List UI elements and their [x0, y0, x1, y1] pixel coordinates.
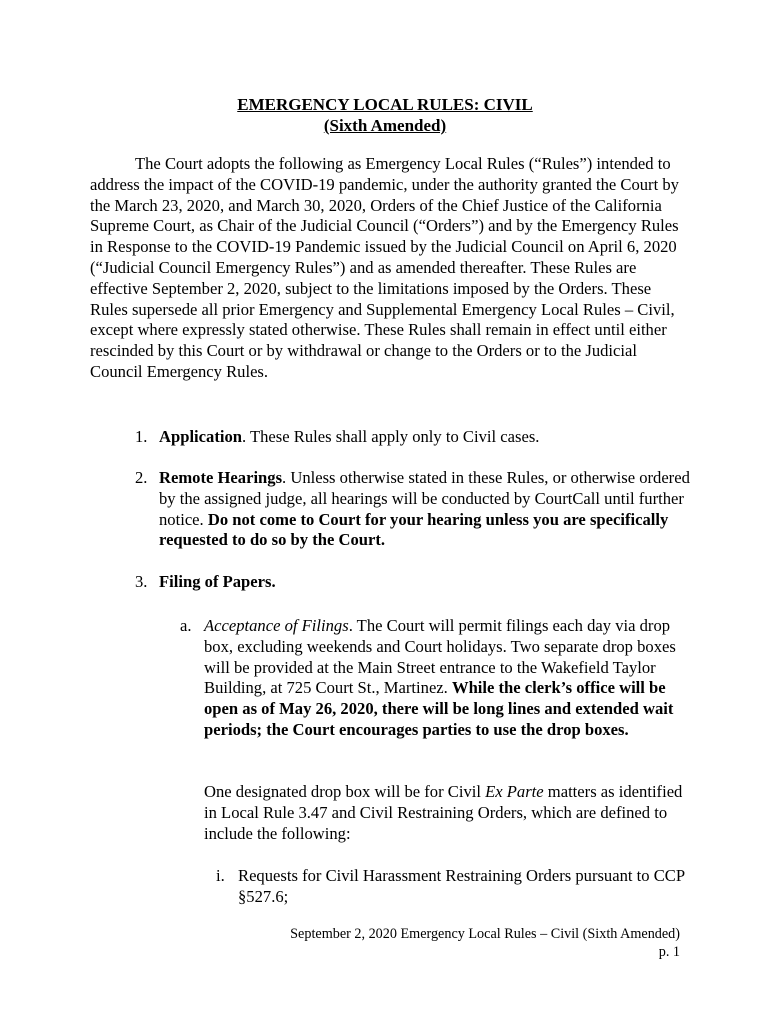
item-bold-text: Do not come to Court for your hearing unless you are specifically requested to do so by the Court. [159, 509, 669, 550]
item-body [159, 572, 695, 593]
document-title: EMERGENCY LOCAL RULES: CIVIL [237, 95, 533, 114]
item-number: 2. [135, 468, 148, 487]
footer-page-number: p. 1 [658, 944, 680, 960]
subitem-heading: Acceptance of Filings [204, 616, 349, 635]
subitem-body [204, 616, 690, 741]
subitem-acceptance-of-filings [180, 616, 690, 741]
para-text-after: matters as identified in Local Rule 3.47 and Civil Restraining Orders, which are defined to include the following: [204, 782, 683, 843]
intro-paragraph: The Court adopts the following as Emergency Local Rules (“Rules”) intended to address the impact of the COVID-19 pandemic, under the authority granted the Court by the March 23, 2020, and March 30, 2020, Orders of the Chief Justice of the California Supreme Court, as Chair of the Judicial Council (“Orders”) and by the Emergency Rules in Response to the COVID-19 Pandemic issued by the Judicial Council on April 6, 2020 (“Judicial Council Emergency Rules”) and as amended thereafter. These Rules are effective September 2, 2020, subject to the limitations imposed by the Orders. These Rules supersede all prior Emergency and Supplemental Emergency Local Rules – Civil, except where expressly stated otherwise. These Rules shall remain in effect until either rescinded by this Court or by withdrawal or change to the Orders or to the Judicial Council Emergency Rules. [90, 154, 679, 381]
item-heading: Remote Hearings [159, 468, 283, 487]
rule-item-remote-hearings [135, 468, 695, 551]
footer-caption: September 2, 2020 Emergency Local Rules – Civil (Sixth Amended) [290, 926, 680, 942]
subitem-bold-text: While the clerk’s office will be open as of May 26, 2020, there will be long lines and extended wait periods; the Court encourages parties to use the drop boxes. [204, 678, 674, 739]
subitem-text: . The Court will permit filings each day via drop box, excluding weekends and Court holidays. Two separate drop boxes will be provided at the Main Street entrance to the Wakefield Taylor Building, at 725 Court St., Martinez. [204, 616, 676, 698]
subitem-letter: a. [180, 616, 192, 635]
para-italic-ex-parte: Ex Parte [485, 782, 544, 801]
para-text-before: One designated drop box will be for Civil [204, 782, 486, 801]
subitem-roman-number: i. [216, 866, 225, 885]
item-text: . Unless otherwise stated in these Rules, or otherwise ordered by the assigned judge, all hearings will be conducted by CourtCall until further notice. [159, 468, 690, 529]
document-subtitle: (Sixth Amended) [323, 116, 447, 135]
item-heading: Filing of Papers. [159, 572, 276, 591]
item-number: 1. [135, 427, 148, 446]
item-body [159, 427, 695, 448]
item-heading: Application [159, 427, 242, 446]
item-number: 3. [135, 572, 148, 591]
rule-item-filing-of-papers [135, 572, 695, 593]
item-body [159, 468, 695, 551]
rule-item-application [135, 427, 695, 448]
subitem-text: Requests for Civil Harassment Restraining Orders pursuant to CCP §527.6; [238, 866, 685, 906]
drop-box-paragraph [204, 782, 684, 844]
subitem-civil-harassment [216, 866, 686, 908]
item-text: . These Rules shall apply only to Civil cases. [242, 427, 540, 446]
